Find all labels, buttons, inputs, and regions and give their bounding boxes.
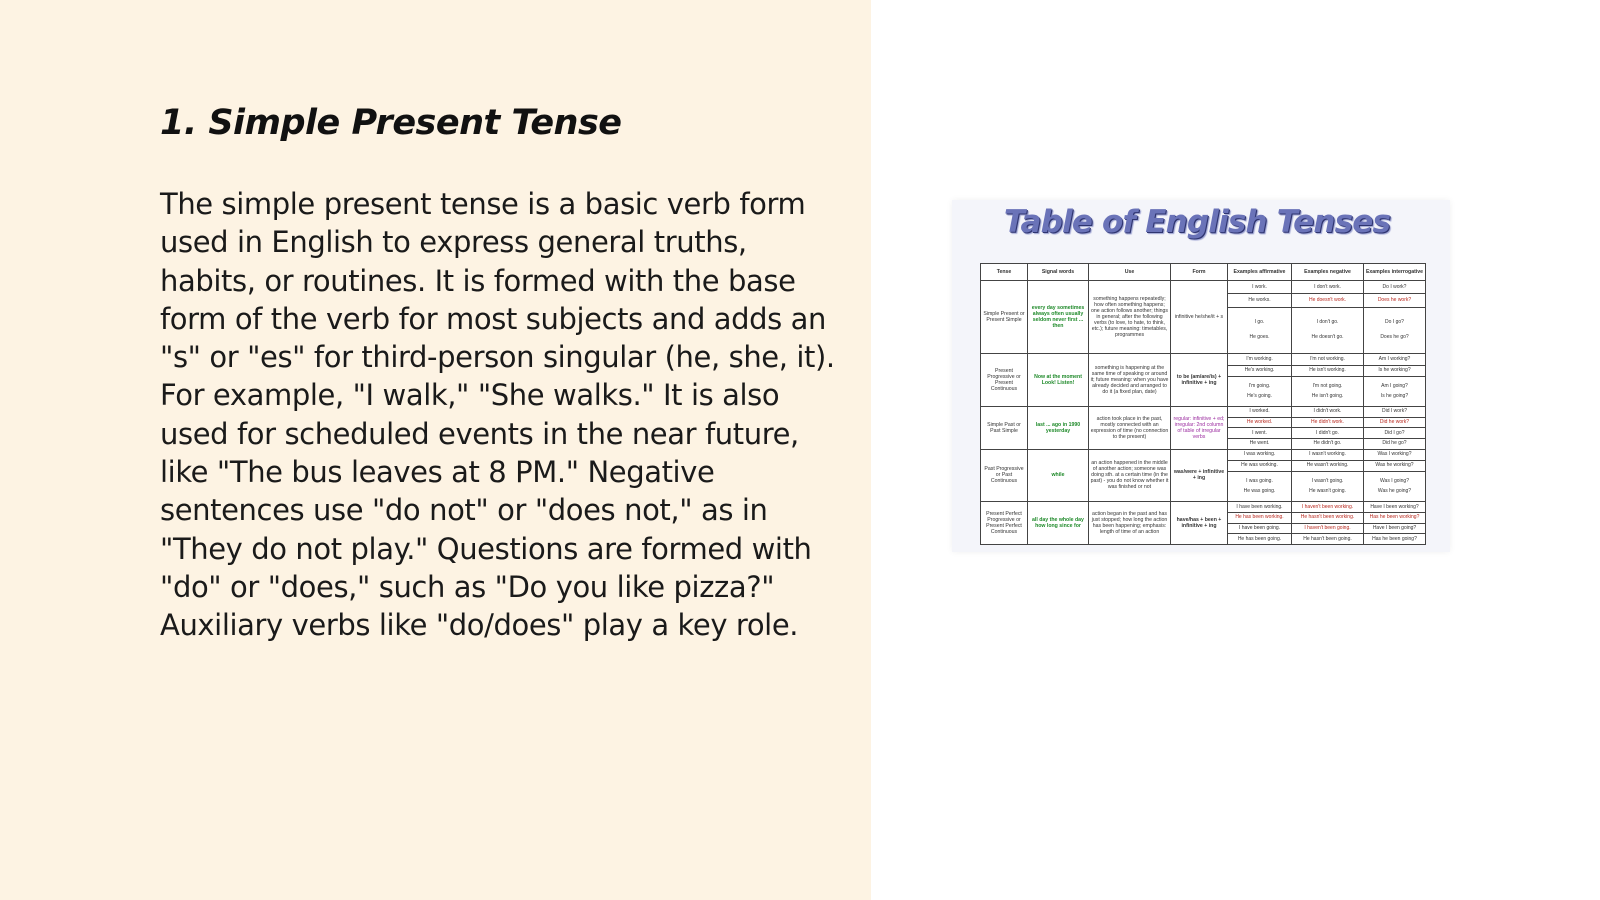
negative-example: He didn't go.: [1292, 438, 1364, 449]
affirmative-example: He has been going.: [1228, 534, 1292, 545]
example-text: Am I going?: [1381, 382, 1408, 389]
negative-example: He hasn't been going.: [1292, 534, 1364, 545]
interrogative-example: Was I working?: [1364, 449, 1426, 460]
column-header: Examples affirmative: [1228, 264, 1292, 281]
interrogative-example: Am I working?: [1364, 354, 1426, 365]
signal-words-cell: while: [1028, 449, 1089, 502]
tense-cell: Simple Past or Past Simple: [981, 406, 1028, 449]
table-row: [981, 354, 1426, 365]
negative-example: [1292, 472, 1364, 502]
use-cell: action began in the past and has just stopped; how long the action has been happening; emphasis: length of time of an action: [1089, 502, 1171, 545]
affirmative-example: [1228, 376, 1292, 406]
signal-words-cell: all day the whole day how long since for: [1028, 502, 1089, 545]
column-header: Tense: [981, 264, 1028, 281]
table-header-row: [981, 264, 1426, 281]
example-text: I don't go.: [1316, 319, 1339, 326]
use-cell: something is happening at the same time of speaking or around it; future meaning: when you have already decided and arranged to do it (a fixed plan, date): [1089, 354, 1171, 407]
column-header: Use: [1089, 264, 1171, 281]
interrogative-example: Did I work?: [1364, 406, 1426, 417]
negative-example: I'm not working.: [1292, 354, 1364, 365]
signal-words-cell: Now at the moment Look! Listen!: [1028, 354, 1089, 407]
affirmative-example: He went.: [1228, 438, 1292, 449]
negative-example: I wasn't working.: [1292, 449, 1364, 460]
example-text: He's going.: [1247, 392, 1272, 399]
interrogative-example: [1364, 376, 1426, 406]
negative-example: He doesn't work.: [1292, 294, 1364, 307]
affirmative-example: He's working.: [1228, 365, 1292, 376]
tense-cell: Simple Present or Present Simple: [981, 281, 1028, 354]
negative-example: He wasn't working.: [1292, 460, 1364, 471]
negative-example: I haven't been going.: [1292, 523, 1364, 534]
column-header: Examples interrogative: [1364, 264, 1426, 281]
affirmative-example: I'm working.: [1228, 354, 1292, 365]
form-cell: was/were + infinitive + ing: [1171, 449, 1228, 502]
form-cell: to be (am/are/is) + infinitive + ing: [1171, 354, 1228, 407]
negative-example: I didn't go.: [1292, 428, 1364, 439]
interrogative-example: Has he been going?: [1364, 534, 1426, 545]
negative-example: [1292, 307, 1364, 354]
form-cell: have/has + been + infinitive + ing: [1171, 502, 1228, 545]
affirmative-example: I have been working.: [1228, 502, 1292, 513]
interrogative-example: Has he been working?: [1364, 512, 1426, 523]
image-title: Table of English Tenses: [1003, 204, 1391, 240]
table-row: [981, 281, 1426, 294]
negative-example: He didn't work.: [1292, 417, 1364, 428]
interrogative-example: Do I work?: [1364, 281, 1426, 294]
example-text: Do I go?: [1385, 319, 1404, 326]
interrogative-example: Did he go?: [1364, 438, 1426, 449]
negative-example: [1292, 376, 1364, 406]
example-text: Was I going?: [1380, 478, 1409, 485]
tense-cell: Present Progressive or Present Continuous: [981, 354, 1028, 407]
column-header: Examples negative: [1292, 264, 1364, 281]
example-text: I go.: [1254, 319, 1265, 326]
example-text: He wasn't going.: [1309, 488, 1346, 495]
affirmative-example: [1228, 307, 1292, 354]
table-row: [981, 502, 1426, 513]
form-cell: regular: infinitive + ed; irregular: 2nd column of table of irregular verbs: [1171, 406, 1228, 449]
interrogative-example: Have I been working?: [1364, 502, 1426, 513]
table-row: [981, 406, 1426, 417]
affirmative-example: I was working.: [1228, 449, 1292, 460]
interrogative-example: Does he work?: [1364, 294, 1426, 307]
use-cell: action took place in the past, mostly connected with an expression of time (no connection to the present): [1089, 406, 1171, 449]
example-text: He goes.: [1249, 334, 1270, 341]
interrogative-example: Did he work?: [1364, 417, 1426, 428]
example-text: I was going.: [1246, 478, 1273, 485]
example-text: He was going.: [1243, 488, 1276, 495]
example-text: I wasn't going.: [1311, 478, 1344, 485]
column-header: Form: [1171, 264, 1228, 281]
use-cell: something happens repeatedly; how often something happens; one action follows another; things in general; after the following verbs (to love, to hate, to think, etc.); future meaning: timetables, programmes: [1089, 281, 1171, 354]
affirmative-example: I have been going.: [1228, 523, 1292, 534]
example-text: He doesn't go.: [1311, 334, 1344, 341]
tense-cell: Present Perfect Progressive or Present Perfect Continuous: [981, 502, 1028, 545]
affirmative-example: [1228, 472, 1292, 502]
negative-example: I don't work.: [1292, 281, 1364, 294]
affirmative-example: I went.: [1228, 428, 1292, 439]
negative-example: He isn't working.: [1292, 365, 1364, 376]
affirmative-example: He worked.: [1228, 417, 1292, 428]
signal-words-cell: every day sometimes always often usually seldom never first ... then: [1028, 281, 1089, 354]
affirmative-example: He was working.: [1228, 460, 1292, 471]
example-text: He isn't going.: [1311, 392, 1344, 399]
use-cell: an action happened in the middle of another action; someone was doing sth. at a certain time (in the past) - you do not know whether it was finished or not: [1089, 449, 1171, 502]
affirmative-example: I work.: [1228, 281, 1292, 294]
example-text: Was he going?: [1377, 488, 1412, 495]
affirmative-example: He has been working.: [1228, 512, 1292, 523]
interrogative-example: [1364, 307, 1426, 354]
slide-body-text: The simple present tense is a basic verb form used in English to express general truths, habits, or routines. It is formed with the base form of the verb for most subjects and adds an "s" or "es" for third-person singular (he, she, it). For example, "I walk," "She walks." It is also used for scheduled events in the near future, like "The bus leaves at 8 PM." Negative sentences use "do not" or "does not," as in "They do not play." Questions are formed with "do" or "does," such as "Do you like pizza?" Auxiliary verbs like "do/does" play a key role.: [160, 187, 835, 643]
tense-table: [980, 263, 1426, 545]
example-text: Is he going?: [1380, 392, 1409, 399]
table-row: [981, 449, 1426, 460]
column-header: Signal words: [1028, 264, 1089, 281]
example-text: I'm not going.: [1312, 382, 1343, 389]
example-text: I'm going.: [1248, 382, 1271, 389]
tense-cell: Past Progressive or Past Continuous: [981, 449, 1028, 502]
interrogative-example: [1364, 472, 1426, 502]
affirmative-example: He works.: [1228, 294, 1292, 307]
example-text: Does he go?: [1380, 334, 1409, 341]
interrogative-example: Was he working?: [1364, 460, 1426, 471]
negative-example: I didn't work.: [1292, 406, 1364, 417]
negative-example: He hasn't been working.: [1292, 512, 1364, 523]
interrogative-example: Have I been going?: [1364, 523, 1426, 534]
slide-heading: 1. Simple Present Tense: [160, 103, 622, 143]
signal-words-cell: last ... ago in 1990 yesterday: [1028, 406, 1089, 449]
negative-example: I haven't been working.: [1292, 502, 1364, 513]
interrogative-example: Did I go?: [1364, 428, 1426, 439]
form-cell: infinitive he/she/it + s: [1171, 281, 1228, 354]
interrogative-example: Is he working?: [1364, 365, 1426, 376]
tense-table-image: [952, 200, 1450, 552]
affirmative-example: I worked.: [1228, 406, 1292, 417]
